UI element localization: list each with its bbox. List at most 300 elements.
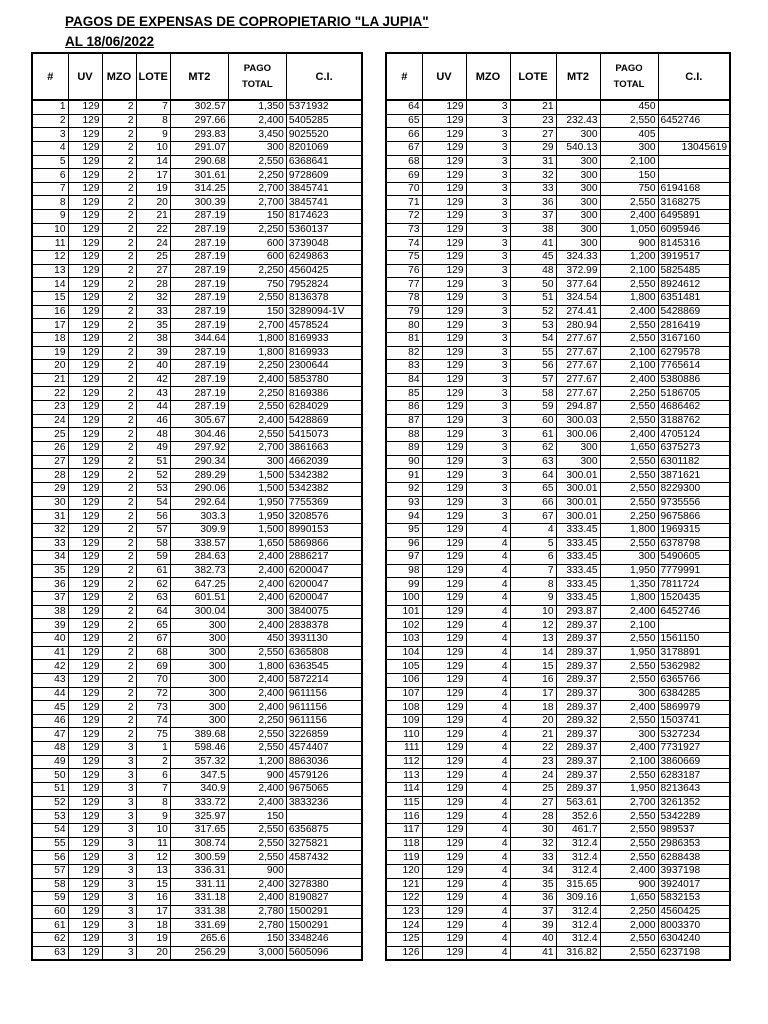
mt2-cell: 300 xyxy=(556,210,600,224)
ci-cell: 4662039 xyxy=(286,455,362,469)
mzo-cell: 2 xyxy=(102,305,136,319)
num-cell: 117 xyxy=(386,823,422,837)
uv-cell: 129 xyxy=(68,291,102,305)
lote-cell: 32 xyxy=(136,291,170,305)
lote-cell: 4 xyxy=(510,523,556,537)
ci-cell: 3919517 xyxy=(658,251,730,265)
mzo-cell: 2 xyxy=(102,128,136,142)
mzo-cell: 3 xyxy=(102,878,136,892)
mt2-cell: 300 xyxy=(556,196,600,210)
table-row xyxy=(32,564,362,578)
pago-cell: 2,550 xyxy=(600,482,658,496)
mt2-cell: 540.13 xyxy=(556,141,600,155)
lote-cell: 7 xyxy=(136,783,170,797)
lote-cell: 61 xyxy=(510,428,556,442)
header-mt2: MT2 xyxy=(170,53,228,100)
uv-cell: 129 xyxy=(68,864,102,878)
mt2-cell: 280.94 xyxy=(556,319,600,333)
mt2-cell: 287.19 xyxy=(170,237,228,251)
uv-cell: 129 xyxy=(68,551,102,565)
table-row xyxy=(386,210,730,224)
mt2-cell: 331.38 xyxy=(170,905,228,919)
mt2-cell: 312.4 xyxy=(556,864,600,878)
pago-cell: 600 xyxy=(228,251,286,265)
mzo-cell: 2 xyxy=(102,428,136,442)
lote-cell: 52 xyxy=(136,469,170,483)
uv-cell: 129 xyxy=(422,673,466,687)
num-cell: 126 xyxy=(386,946,422,960)
ci-cell: 6356875 xyxy=(286,823,362,837)
mt2-cell: 300.59 xyxy=(170,851,228,865)
num-cell: 109 xyxy=(386,714,422,728)
lote-cell: 27 xyxy=(510,796,556,810)
lote-cell: 21 xyxy=(510,728,556,742)
lote-cell: 49 xyxy=(136,442,170,456)
ci-cell: 3840075 xyxy=(286,605,362,619)
table-row xyxy=(32,373,362,387)
mzo-cell: 3 xyxy=(466,210,510,224)
num-cell: 51 xyxy=(32,783,68,797)
table-row xyxy=(386,496,730,510)
num-cell: 5 xyxy=(32,155,68,169)
num-cell: 111 xyxy=(386,742,422,756)
num-cell: 83 xyxy=(386,360,422,374)
mt2-cell: 297.92 xyxy=(170,442,228,456)
lote-cell: 10 xyxy=(136,141,170,155)
table-row xyxy=(386,646,730,660)
table-row xyxy=(32,523,362,537)
mzo-cell: 3 xyxy=(466,278,510,292)
mt2-cell: 300 xyxy=(170,673,228,687)
uv-cell: 129 xyxy=(422,551,466,565)
uv-cell: 129 xyxy=(422,619,466,633)
table-row xyxy=(386,946,730,960)
mzo-cell: 3 xyxy=(466,455,510,469)
mt2-cell: 300.01 xyxy=(556,469,600,483)
table-row xyxy=(386,619,730,633)
pago-cell: 2,400 xyxy=(228,592,286,606)
num-cell: 116 xyxy=(386,810,422,824)
uv-cell: 129 xyxy=(422,946,466,960)
ci-cell: 6284029 xyxy=(286,401,362,415)
table-row xyxy=(386,414,730,428)
header-uv: UV xyxy=(422,53,466,100)
ci-cell: 5832153 xyxy=(658,892,730,906)
table-row xyxy=(386,905,730,919)
table-row xyxy=(386,428,730,442)
mzo-cell: 2 xyxy=(102,687,136,701)
uv-cell: 129 xyxy=(68,851,102,865)
ci-cell: 3860669 xyxy=(658,755,730,769)
lote-cell: 40 xyxy=(136,360,170,374)
table-row xyxy=(386,264,730,278)
num-cell: 48 xyxy=(32,742,68,756)
mt2-cell: 297.66 xyxy=(170,114,228,128)
table-row xyxy=(386,564,730,578)
uv-cell: 129 xyxy=(68,401,102,415)
ci-cell: 5825485 xyxy=(658,264,730,278)
pago-cell: 1,800 xyxy=(228,332,286,346)
pago-cell: 2,550 xyxy=(600,469,658,483)
mt2-cell: 289.37 xyxy=(556,728,600,742)
lote-cell: 25 xyxy=(136,251,170,265)
mt2-cell: 300.01 xyxy=(556,482,600,496)
mzo-cell: 4 xyxy=(466,755,510,769)
num-cell: 92 xyxy=(386,482,422,496)
uv-cell: 129 xyxy=(422,346,466,360)
num-cell: 63 xyxy=(32,946,68,960)
num-cell: 72 xyxy=(386,210,422,224)
pago-cell: 1,800 xyxy=(600,592,658,606)
uv-cell: 129 xyxy=(422,728,466,742)
mzo-cell: 3 xyxy=(102,864,136,878)
lote-cell: 21 xyxy=(510,100,556,114)
num-cell: 68 xyxy=(386,155,422,169)
uv-cell: 129 xyxy=(68,278,102,292)
pago-cell: 2,550 xyxy=(600,332,658,346)
mzo-cell: 4 xyxy=(466,701,510,715)
lote-cell: 38 xyxy=(510,223,556,237)
mzo-cell: 4 xyxy=(466,728,510,742)
lote-cell: 7 xyxy=(136,100,170,114)
pago-cell: 2,250 xyxy=(228,714,286,728)
lote-cell: 51 xyxy=(136,455,170,469)
pago-cell: 2,550 xyxy=(600,455,658,469)
num-cell: 7 xyxy=(32,182,68,196)
mzo-cell: 3 xyxy=(466,169,510,183)
uv-cell: 129 xyxy=(422,401,466,415)
mt2-cell: 300.04 xyxy=(170,605,228,619)
pago-cell: 1,350 xyxy=(228,100,286,114)
header-pago-total xyxy=(228,53,286,100)
mzo-cell: 2 xyxy=(102,496,136,510)
num-cell: 31 xyxy=(32,510,68,524)
uv-cell: 129 xyxy=(422,114,466,128)
mzo-cell: 4 xyxy=(466,892,510,906)
num-cell: 104 xyxy=(386,646,422,660)
uv-cell: 129 xyxy=(422,660,466,674)
num-cell: 112 xyxy=(386,755,422,769)
mzo-cell: 3 xyxy=(102,837,136,851)
ci-cell: 5342382 xyxy=(286,469,362,483)
lote-cell: 55 xyxy=(510,346,556,360)
table-row xyxy=(386,933,730,947)
uv-cell: 129 xyxy=(68,319,102,333)
ci-cell: 5371932 xyxy=(286,100,362,114)
lote-cell: 48 xyxy=(510,264,556,278)
table-row xyxy=(386,510,730,524)
lote-cell: 24 xyxy=(136,237,170,251)
mt2-cell: 289.37 xyxy=(556,660,600,674)
ci-cell: 7755369 xyxy=(286,496,362,510)
table-row xyxy=(32,946,362,960)
num-cell: 102 xyxy=(386,619,422,633)
num-cell: 20 xyxy=(32,360,68,374)
uv-cell: 129 xyxy=(422,605,466,619)
table-row xyxy=(32,332,362,346)
lote-cell: 8 xyxy=(136,796,170,810)
mt2-cell: 377.64 xyxy=(556,278,600,292)
lote-cell: 62 xyxy=(510,442,556,456)
num-cell: 69 xyxy=(386,169,422,183)
mt2-cell: 300 xyxy=(556,169,600,183)
uv-cell: 129 xyxy=(422,387,466,401)
mzo-cell: 3 xyxy=(466,251,510,265)
uv-cell: 129 xyxy=(68,919,102,933)
table-row xyxy=(32,810,362,824)
pago-cell: 2,550 xyxy=(600,196,658,210)
mt2-cell: 287.19 xyxy=(170,373,228,387)
pago-cell: 2,400 xyxy=(228,578,286,592)
ci-cell xyxy=(658,169,730,183)
uv-cell: 129 xyxy=(422,742,466,756)
mzo-cell: 3 xyxy=(466,428,510,442)
mt2-cell: 287.19 xyxy=(170,291,228,305)
ci-cell: 3861663 xyxy=(286,442,362,456)
header-uv: UV xyxy=(68,53,102,100)
mt2-cell: 287.19 xyxy=(170,210,228,224)
mzo-cell: 3 xyxy=(466,291,510,305)
mt2-cell: 309.9 xyxy=(170,523,228,537)
table-row xyxy=(386,141,730,155)
ci-cell: 8213643 xyxy=(658,783,730,797)
table-row xyxy=(386,878,730,892)
num-cell: 74 xyxy=(386,237,422,251)
ci-cell xyxy=(286,864,362,878)
ci-cell: 6237198 xyxy=(658,946,730,960)
num-cell: 34 xyxy=(32,551,68,565)
uv-cell: 129 xyxy=(68,346,102,360)
uv-cell: 129 xyxy=(68,169,102,183)
ci-cell: 8990153 xyxy=(286,523,362,537)
mt2-cell: 333.45 xyxy=(556,537,600,551)
mt2-cell: 315.65 xyxy=(556,878,600,892)
mzo-cell: 2 xyxy=(102,619,136,633)
mzo-cell: 3 xyxy=(466,469,510,483)
mzo-cell: 2 xyxy=(102,414,136,428)
mzo-cell: 2 xyxy=(102,646,136,660)
uv-cell: 129 xyxy=(422,823,466,837)
uv-cell: 129 xyxy=(68,823,102,837)
mzo-cell: 3 xyxy=(102,769,136,783)
mzo-cell: 4 xyxy=(466,564,510,578)
num-cell: 17 xyxy=(32,319,68,333)
num-cell: 93 xyxy=(386,496,422,510)
table-row xyxy=(386,251,730,265)
mzo-cell: 4 xyxy=(466,796,510,810)
pago-cell: 1,200 xyxy=(600,251,658,265)
pago-cell: 2,780 xyxy=(228,919,286,933)
mzo-cell: 2 xyxy=(102,673,136,687)
ci-cell: 5872214 xyxy=(286,673,362,687)
lote-cell: 10 xyxy=(136,823,170,837)
lote-cell: 67 xyxy=(510,510,556,524)
pago-cell: 1,650 xyxy=(600,892,658,906)
num-cell: 62 xyxy=(32,933,68,947)
uv-cell: 129 xyxy=(422,319,466,333)
table-body-right xyxy=(386,100,730,960)
mt2-cell: 265.6 xyxy=(170,933,228,947)
table-row xyxy=(32,864,362,878)
ci-cell: 8863036 xyxy=(286,755,362,769)
table-row xyxy=(32,823,362,837)
num-cell: 94 xyxy=(386,510,422,524)
ci-cell: 4579126 xyxy=(286,769,362,783)
num-cell: 91 xyxy=(386,469,422,483)
uv-cell: 129 xyxy=(422,564,466,578)
mzo-cell: 3 xyxy=(466,510,510,524)
table-row xyxy=(386,851,730,865)
uv-cell: 129 xyxy=(68,905,102,919)
ci-cell: 6365766 xyxy=(658,673,730,687)
header-ci: C.I. xyxy=(658,53,730,100)
mt2-cell: 287.19 xyxy=(170,223,228,237)
mt2-cell: 287.19 xyxy=(170,251,228,265)
mzo-cell: 4 xyxy=(466,673,510,687)
table-row xyxy=(386,796,730,810)
pago-cell: 2,550 xyxy=(228,646,286,660)
num-cell: 84 xyxy=(386,373,422,387)
uv-cell: 129 xyxy=(68,482,102,496)
mt2-cell: 324.33 xyxy=(556,251,600,265)
table-row xyxy=(32,264,362,278)
ci-cell: 6200047 xyxy=(286,564,362,578)
table-row xyxy=(32,592,362,606)
mzo-cell: 4 xyxy=(466,619,510,633)
mzo-cell: 3 xyxy=(102,796,136,810)
ci-cell: 8229300 xyxy=(658,482,730,496)
ci-cell xyxy=(658,128,730,142)
num-cell: 88 xyxy=(386,428,422,442)
ci-cell: 6495891 xyxy=(658,210,730,224)
pago-cell: 150 xyxy=(600,169,658,183)
uv-cell: 129 xyxy=(422,291,466,305)
ci-cell: 4574407 xyxy=(286,742,362,756)
lote-cell: 21 xyxy=(136,210,170,224)
table-row xyxy=(32,141,362,155)
lote-cell: 68 xyxy=(136,646,170,660)
ci-cell: 5327234 xyxy=(658,728,730,742)
mt2-cell: 300 xyxy=(556,155,600,169)
mt2-cell: 333.45 xyxy=(556,578,600,592)
num-cell: 47 xyxy=(32,728,68,742)
lote-cell: 46 xyxy=(136,414,170,428)
header-pago-line2: TOTAL xyxy=(613,78,645,90)
lote-cell: 6 xyxy=(510,551,556,565)
table-row xyxy=(386,169,730,183)
ci-cell: 1500291 xyxy=(286,905,362,919)
mzo-cell: 3 xyxy=(102,933,136,947)
num-cell: 80 xyxy=(386,319,422,333)
mt2-cell: 325.97 xyxy=(170,810,228,824)
table-row xyxy=(386,305,730,319)
mzo-cell: 3 xyxy=(466,128,510,142)
table-row xyxy=(32,755,362,769)
mt2-cell: 300 xyxy=(170,701,228,715)
num-cell: 53 xyxy=(32,810,68,824)
mzo-cell: 4 xyxy=(466,878,510,892)
ci-cell: 2300644 xyxy=(286,360,362,374)
mzo-cell: 4 xyxy=(466,646,510,660)
ci-cell xyxy=(658,100,730,114)
lote-cell: 8 xyxy=(510,578,556,592)
mzo-cell: 4 xyxy=(466,933,510,947)
pago-cell: 2,250 xyxy=(228,264,286,278)
ci-cell: 5490605 xyxy=(658,551,730,565)
num-cell: 115 xyxy=(386,796,422,810)
pago-cell: 2,400 xyxy=(600,428,658,442)
mt2-cell: 293.87 xyxy=(556,605,600,619)
lote-cell: 59 xyxy=(136,551,170,565)
ci-cell: 3348246 xyxy=(286,933,362,947)
mzo-cell: 3 xyxy=(466,196,510,210)
mt2-cell: 300 xyxy=(170,632,228,646)
table-row xyxy=(32,210,362,224)
table-row xyxy=(32,892,362,906)
mt2-cell: 290.06 xyxy=(170,482,228,496)
pago-cell: 900 xyxy=(228,769,286,783)
lote-cell: 13 xyxy=(136,864,170,878)
lote-cell: 56 xyxy=(136,510,170,524)
mt2-cell: 294.87 xyxy=(556,401,600,415)
mzo-cell: 4 xyxy=(466,769,510,783)
pago-cell: 300 xyxy=(228,605,286,619)
ci-cell: 6368641 xyxy=(286,155,362,169)
pago-cell: 1,650 xyxy=(228,537,286,551)
pago-cell: 2,400 xyxy=(228,892,286,906)
num-cell: 40 xyxy=(32,632,68,646)
num-cell: 123 xyxy=(386,905,422,919)
ci-cell: 2886217 xyxy=(286,551,362,565)
mzo-cell: 4 xyxy=(466,632,510,646)
mzo-cell: 2 xyxy=(102,564,136,578)
uv-cell: 129 xyxy=(68,687,102,701)
mt2-cell: 300 xyxy=(556,182,600,196)
table-row xyxy=(386,728,730,742)
ci-cell: 4705124 xyxy=(658,428,730,442)
header-num: # xyxy=(32,53,68,100)
ci-cell: 9675065 xyxy=(286,783,362,797)
lote-cell: 58 xyxy=(136,537,170,551)
mt2-cell: 277.67 xyxy=(556,373,600,387)
ci-cell: 9728609 xyxy=(286,169,362,183)
num-cell: 30 xyxy=(32,496,68,510)
lote-cell: 16 xyxy=(510,673,556,687)
pago-cell: 2,100 xyxy=(600,346,658,360)
pago-cell: 2,400 xyxy=(228,373,286,387)
lote-cell: 57 xyxy=(510,373,556,387)
pago-cell: 900 xyxy=(228,864,286,878)
header-row xyxy=(386,53,730,100)
pago-cell: 2,400 xyxy=(228,673,286,687)
pago-cell: 2,400 xyxy=(228,619,286,633)
uv-cell: 129 xyxy=(68,728,102,742)
ci-cell: 9611156 xyxy=(286,714,362,728)
mt2-cell: 289.37 xyxy=(556,619,600,633)
mzo-cell: 2 xyxy=(102,346,136,360)
lote-cell: 58 xyxy=(510,387,556,401)
pago-cell: 150 xyxy=(228,210,286,224)
uv-cell: 129 xyxy=(68,455,102,469)
lote-cell: 40 xyxy=(510,933,556,947)
pago-cell: 2,700 xyxy=(228,319,286,333)
uv-cell: 129 xyxy=(68,264,102,278)
ci-cell: 6249863 xyxy=(286,251,362,265)
mzo-cell: 4 xyxy=(466,905,510,919)
lote-cell: 35 xyxy=(510,878,556,892)
lote-cell: 10 xyxy=(510,605,556,619)
table-row xyxy=(386,237,730,251)
